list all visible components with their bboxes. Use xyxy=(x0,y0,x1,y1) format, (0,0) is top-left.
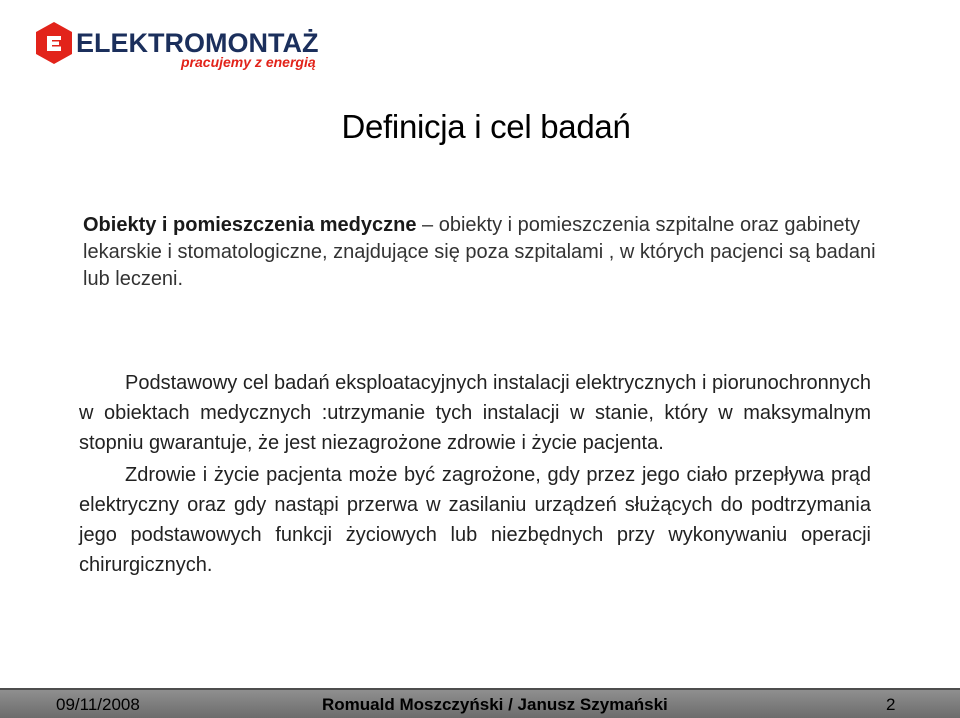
slide-title-text: Definicja i cel badań xyxy=(341,108,631,145)
paragraph-purpose: Podstawowy cel badań eksploatacyjnych instalacji elektrycznych i piorunochronnych w obiektach medycznych :utrzymanie tych instalacji w stanie, który w maksymalnym stopniu gwarantuje, że jest niezagrożone zdrowie i życie pacjenta. xyxy=(79,372,871,454)
logo-tagline: pracujemy z energią xyxy=(181,54,316,70)
paragraph-hazard: Zdrowie i życie pacjenta może być zagrożone, gdy przez jego ciało przepływa prąd elektryczny oraz gdy nastąpi przerwa w zasilaniu urządzeń służących do podtrzymania jego podstawowych funkcji życiowych lub niezbędnych przy wykonywaniu operacji chirurgicznych. xyxy=(79,464,871,576)
footer-date: 09/11/2008 xyxy=(56,695,140,714)
company-logo xyxy=(34,20,324,76)
footer-page-number: 2 xyxy=(886,695,896,714)
definition-text: – obiekty i pomieszczenia szpitalne oraz gabinety lekarskie i stomatologiczne, znajdujące się poza szpitalami , w których pacjenci są badani lub leczeni. xyxy=(83,214,876,290)
body-text xyxy=(79,368,871,580)
definition-term: Obiekty i pomieszczenia medyczne xyxy=(83,214,417,236)
definition-block xyxy=(83,212,883,293)
slide-title xyxy=(0,108,960,146)
logo-wordmark: ELEKTROMONTAŻ xyxy=(76,28,319,58)
slide-footer xyxy=(0,688,960,718)
footer-authors: Romuald Moszczyński / Janusz Szymański xyxy=(322,695,668,714)
